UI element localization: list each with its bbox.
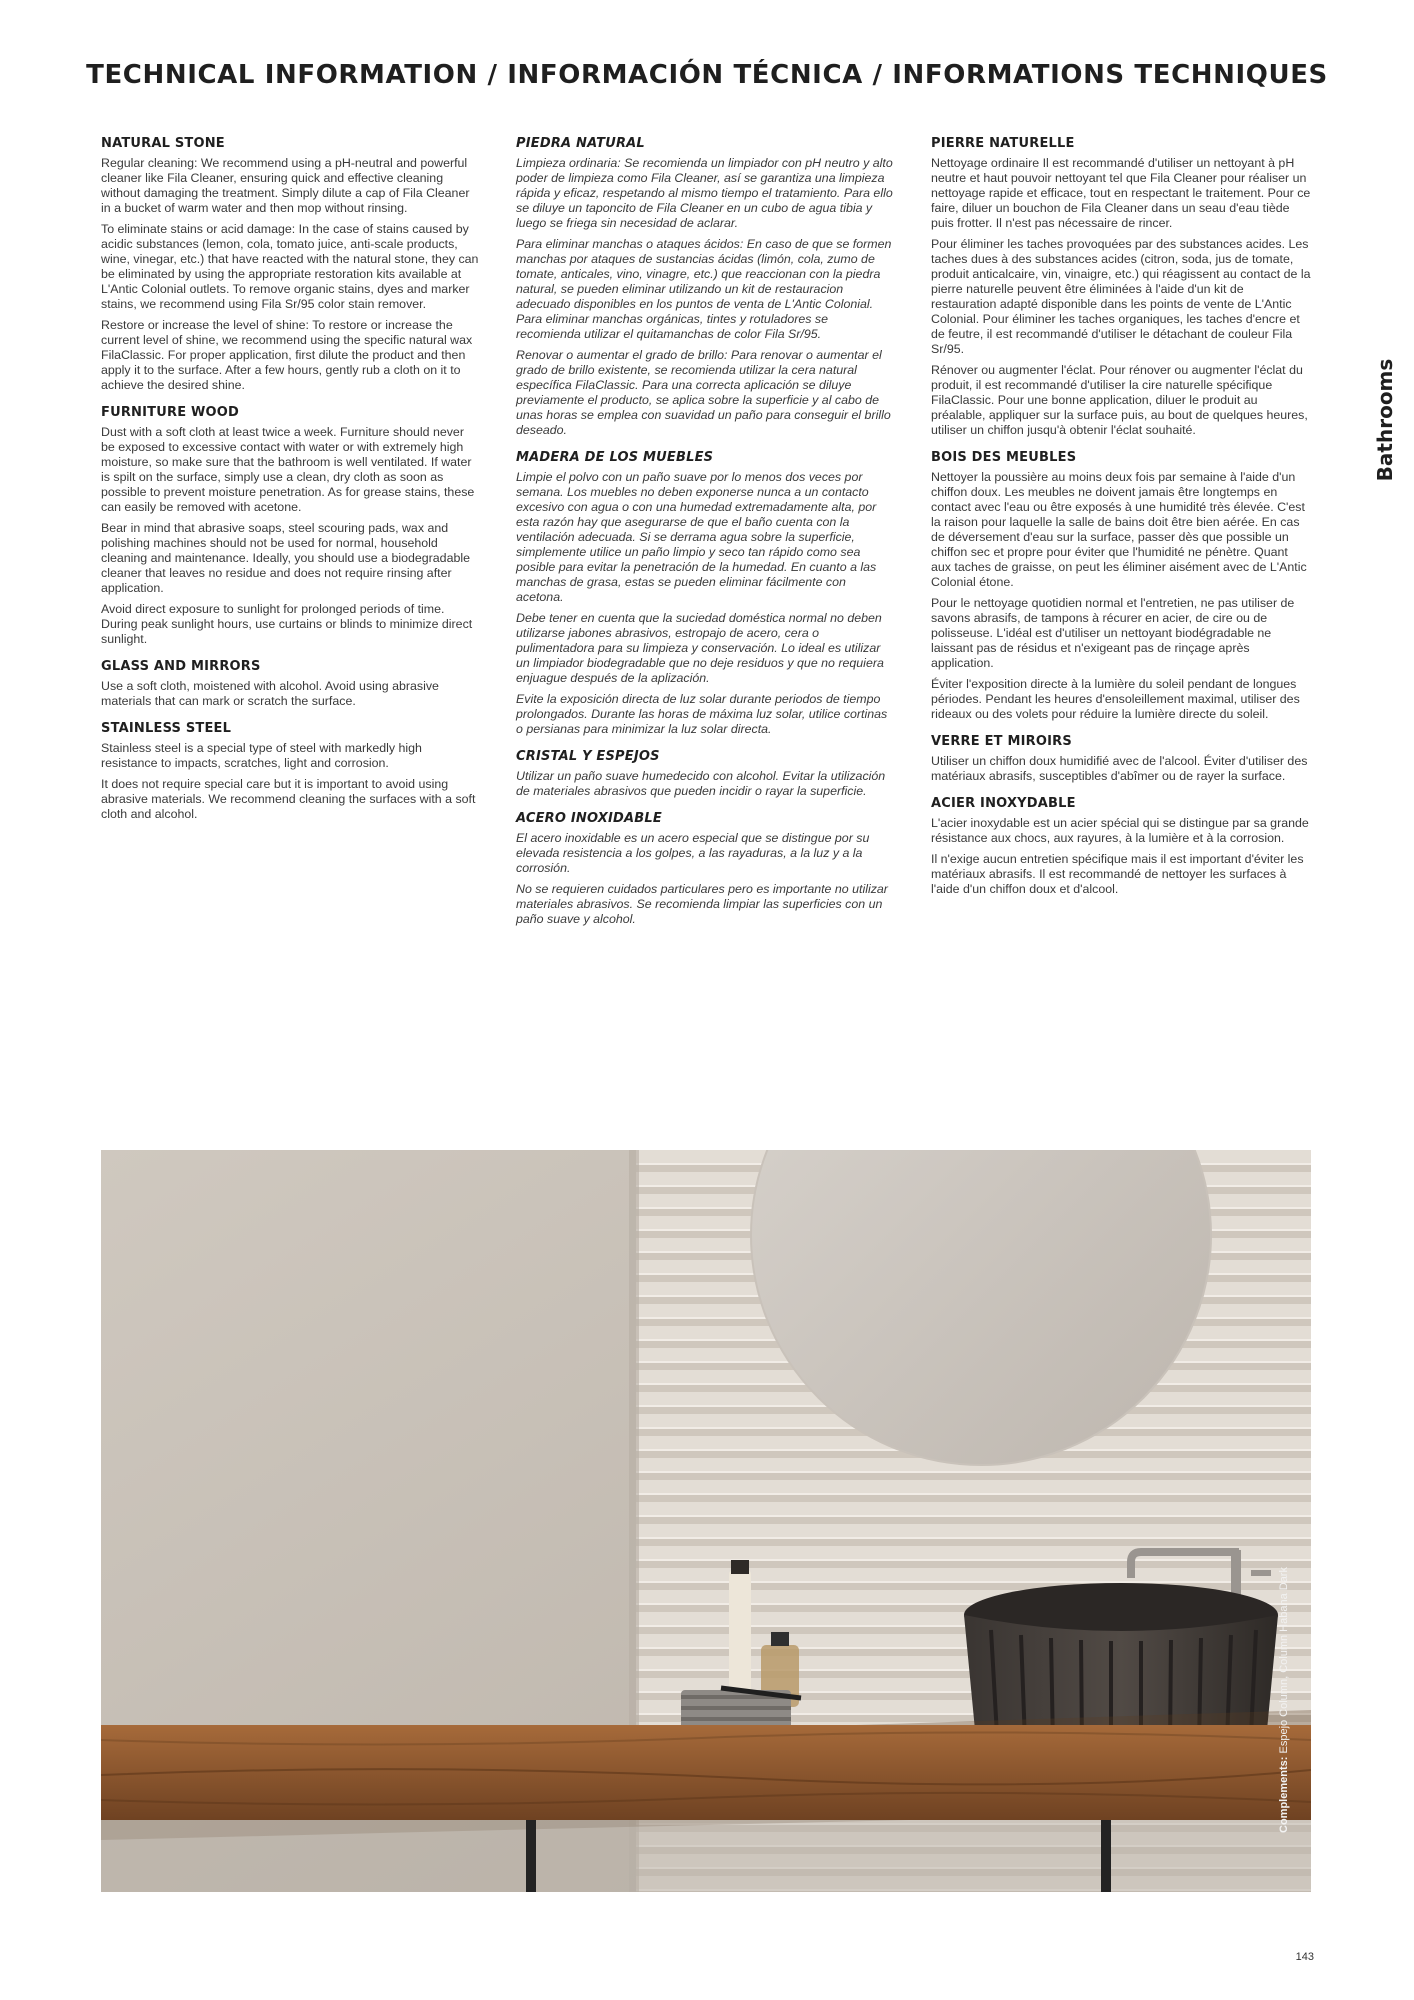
photo-caption [1272, 1520, 1296, 1880]
paragraph: L'acier inoxydable est un acier spécial qui se distingue par sa grande résistance aux chocs, aux rayures, à la lumière et à la corrosion. [931, 816, 1309, 845]
bathroom-illustration [101, 1150, 1311, 1892]
section-furniture-wood [101, 405, 481, 647]
section-heading: PIEDRA NATURAL [516, 136, 645, 151]
paragraph: Éviter l'exposition directe à la lumière du soleil pendant de longues périodes. Pendant les heures d'ensoleillement maximal, utiliser des rideaux ou des volets pour réduire la lumière directe du soleil. [931, 677, 1300, 721]
bathroom-photo [101, 1150, 1311, 1892]
section-tab-label: Bathrooms [1373, 358, 1397, 482]
section-glass-mirrors [101, 659, 481, 709]
paragraph: Renovar o aumentar el grado de brillo: Para renovar o aumentar el grado de brillo existente, se recomienda utilizar la cera natural específica FilaClassic. Para una correcta aplicación se diluye previamente el producto, se aplica sobre la superficie y al cabo de unas horas se emplea con suavidad un paño para conseguir el brillo deseado. [516, 348, 891, 437]
paragraph: Pour le nettoyage quotidien normal et l'entretien, ne pas utiliser de savons abrasifs, de tampons à récurer en acier, de cire ou de polisseuse. L'idéal est d'utiliser un nettoyant biodégradable ne laissant pas de résidus et n'exigeant pas de rinçage après application. [931, 596, 1295, 670]
paragraph: Nettoyer la poussière au moins deux fois par semaine à l'aide d'un chiffon doux. Les meubles ne doivent jamais être longtemps en contact avec l'eau ou être exposés à une humidité très élevée. C'est la raison pour laquelle la salle de bains doit être bien aérée. En cas de déversement d'eau sur la surface, passer dès que possible un chiffon sec et propre pour éviter que l'humidité ne pénètre. Quant aux taches de graisse, on peut les éliminer aisément avec de L'Antic Colonial étone. [931, 470, 1307, 589]
section-heading: FURNITURE WOOD [101, 405, 240, 420]
paragraph: Utilizar un paño suave humedecido con alcohol. Evitar la utilización de materiales abrasivos que pueden incidir o rayar la superficie. [516, 769, 886, 798]
paragraph: Bear in mind that abrasive soaps, steel scouring pads, wax and polishing machines should not be used for normal, household cleaning and maintenance. Ideally, you should use a biodegradable cleaner that leaves no residue and does not require rinsing after application. [101, 521, 471, 595]
section-heading: GLASS AND MIRRORS [101, 659, 261, 674]
paragraph: It does not require special care but it is important to avoid using abrasive materials. We recommend cleaning the surfaces with a soft cloth and alcohol. [101, 777, 476, 821]
photo-caption-text [1278, 1567, 1290, 1833]
section-heading: VERRE ET MIROIRS [931, 734, 1072, 749]
paragraph: To eliminate stains or acid damage: In the case of stains caused by acidic substances (lemon, cola, tomato juice, anti-scale products, wine, vinegar, etc.) that have reacted with the natural stone, they can be eliminated by using the appropriate restoration kits available at L'Antic Colonial outlets. To remove organic stains, dyes and marker stains, we recommend using Fila Sr/95 color stain remover. [101, 222, 479, 311]
column-english [101, 136, 481, 834]
paragraph: Stainless steel is a special type of steel with markedly high resistance to impacts, scratches, light and corrosion. [101, 741, 422, 770]
paragraph: Rénover ou augmenter l'éclat. Pour rénover ou augmenter l'éclat du produit, il est recommandé d'utiliser la cire naturelle spécifique FilaClassic. Pour une bonne application, diluer le produit au préalable, appliquer sur la surface puis, au bout de quelques heures, utiliser un chiffon jusqu'à obtenir l'éclat souhaité. [931, 363, 1308, 437]
section-piedra-natural [516, 136, 896, 438]
column-spanish [516, 136, 896, 939]
paragraph: Regular cleaning: We recommend using a pH-neutral and powerful cleaner like Fila Cleaner, ensuring quick and effective cleaning without damaging the treatment. Simply dilute a cap of Fila Cleaner in a bucket of warm water and then mop without rinsing. [101, 156, 470, 215]
section-madera-muebles [516, 450, 896, 737]
caption-products: Espejo Column, Column Habana Dark [1278, 1567, 1290, 1754]
section-cristal-espejos [516, 749, 896, 799]
caption-label: Complements: [1278, 1756, 1290, 1833]
section-pierre-naturelle [931, 136, 1311, 438]
section-heading: PIERRE NATURELLE [931, 136, 1075, 151]
paragraph: El acero inoxidable es un acero especial que se distingue por su elevada resistencia a los golpes, a las rayaduras, a la luz y a la corrosión. [516, 831, 870, 875]
section-heading: ACIER INOXYDABLE [931, 796, 1076, 811]
paragraph: Para eliminar manchas o ataques ácidos: En caso de que se formen manchas por ataques de sustancias ácidas (limón, cola, zumo de tomate, anticales, vino, vinagre, etc.) que reaccionan con la piedra natural, se pueden eliminar utilizando un kit de restauracion adecuado disponibles en los puntos de venta de L'Antic Colonial. Para eliminar manchas orgánicas, tintes y rotuladores se recomienda utilizar el quitamanchas de color Fila Sr/95. [516, 237, 892, 341]
section-heading: CRISTAL Y ESPEJOS [516, 749, 660, 764]
page-title: TECHNICAL INFORMATION / INFORMACIÓN TÉCNICA / INFORMATIONS TECHNIQUES [86, 60, 1328, 90]
section-tab [1365, 340, 1405, 500]
paragraph: Avoid direct exposure to sunlight for prolonged periods of time. During peak sunlight hours, use curtains or blinds to minimize direct sunlight. [101, 602, 473, 646]
paragraph: Nettoyage ordinaire Il est recommandé d'utiliser un nettoyant à pH neutre et haut pouvoir nettoyant tel que Fila Cleaner pour réaliser un nettoyage rapide et efficace, tout en respectant le traitement. Pour ce faire, diluer un bouchon de Fila Cleaner dans un seau d'eau tiède puis frotter. Il n'est pas nécessaire de rincer. [931, 156, 1311, 230]
paragraph: Limpie el polvo con un paño suave por lo menos dos veces por semana. Los muebles no deben exponerse nunca a un contacto excesivo con agua o con una humedad extremadamente alta, por esta razón hay que asegurarse de que el baño cuenta con la ventilación adecuada. Si se derrama agua sobre la superficie, simplemente utilice un paño limpio y seco tan rápido como sea posible para evitar la penetración de la humedad. En cuanto a las manchas de grasa, estas se pueden eliminar fácilmente con acetona. [516, 470, 877, 604]
column-french [931, 136, 1311, 909]
paragraph: Limpieza ordinaria: Se recomienda un limpiador con pH neutro y alto poder de limpieza como Fila Cleaner, así se garantiza una limpieza rápida y eficaz, respetando al mismo tiempo el tratamiento. Para ello se diluye un taponcito de Fila Cleaner en un cubo de agua tibia y luego se friega sin necesidad de aclarar. [516, 156, 893, 230]
section-stainless-steel [101, 721, 481, 822]
section-acero-inoxidable [516, 811, 896, 927]
section-heading: ACERO INOXIDABLE [516, 811, 662, 826]
section-heading: MADERA DE LOS MUEBLES [516, 450, 714, 465]
paragraph: Debe tener en cuenta que la suciedad doméstica normal no deben utilizarse jabones abrasivos, estropajo de acero, cera o pulimentadora para su limpieza y conservación. Lo ideal es utilizar un limpiador biodegradable que no deje residuos y que no requiera enjuague después de la aplización. [516, 611, 884, 685]
paragraph: Dust with a soft cloth at least twice a week. Furniture should never be exposed to excessive contact with water or with extremely high moisture, so make sure that the bathroom is well ventilated. If water is spilt on the surface, simply use a clean, dry cloth as soon as possible to prevent moisture penetration. As for grease stains, these can easily be removed with acetone. [101, 425, 475, 514]
section-heading: NATURAL STONE [101, 136, 225, 151]
section-acier-inoxydable [931, 796, 1311, 897]
section-natural-stone [101, 136, 481, 393]
paragraph: Utiliser un chiffon doux humidifié avec de l'alcool. Éviter d'utiliser des matériaux abrasifs, susceptibles d'abîmer ou de rayer la surface. [931, 754, 1308, 783]
section-verre-miroirs [931, 734, 1311, 784]
page-number: 143 [1295, 1951, 1314, 1963]
section-bois-meubles [931, 450, 1311, 722]
paragraph: Il n'exige aucun entretien spécifique mais il est important d'éviter les matériaux abrasifs. Il est recommandé de nettoyer les surfaces à l'aide d'un chiffon doux et d'alcool. [931, 852, 1304, 896]
paragraph: Use a soft cloth, moistened with alcohol. Avoid using abrasive materials that can mark or scratch the surface. [101, 679, 439, 708]
paragraph: Pour éliminer les taches provoquées par des substances acides. Les taches dues à des substances acides (citron, soda, jus de tomate, produit anticalcaire, vin, vinaigre, etc.) qui réagissent au contact de la pierre naturelle peuvent être éliminées à l'aide d'un kit de restauration adapté disponible dans les points de vente de L'Antic Colonial. Pour éliminer les taches organiques, les taches d'encre et de feutre, il est recommandé d'utiliser le détachant de couleur Fila Sr/95. [931, 237, 1311, 356]
section-heading: STAINLESS STEEL [101, 721, 232, 736]
wood-countertop [101, 1725, 1311, 1820]
paragraph: Evite la exposición directa de luz solar durante periodos de tiempo prolongados. Durante las horas de máxima luz solar, utilice cortinas o persianas para minimizar la luz solar directa. [516, 692, 888, 736]
paragraph: No se requieren cuidados particulares pero es importante no utilizar materiales abrasivos. Se recomienda limpiar las superficies con un paño suave y alcohol. [516, 882, 888, 926]
section-heading: BOIS DES MEUBLES [931, 450, 1077, 465]
paragraph: Restore or increase the level of shine: To restore or increase the current level of shine, we recommend using the specific natural wax FilaClassic. For proper application, first dilute the product and then apply it to the surface. After a few hours, gently rub a cloth on it to achieve the desired shine. [101, 318, 473, 392]
